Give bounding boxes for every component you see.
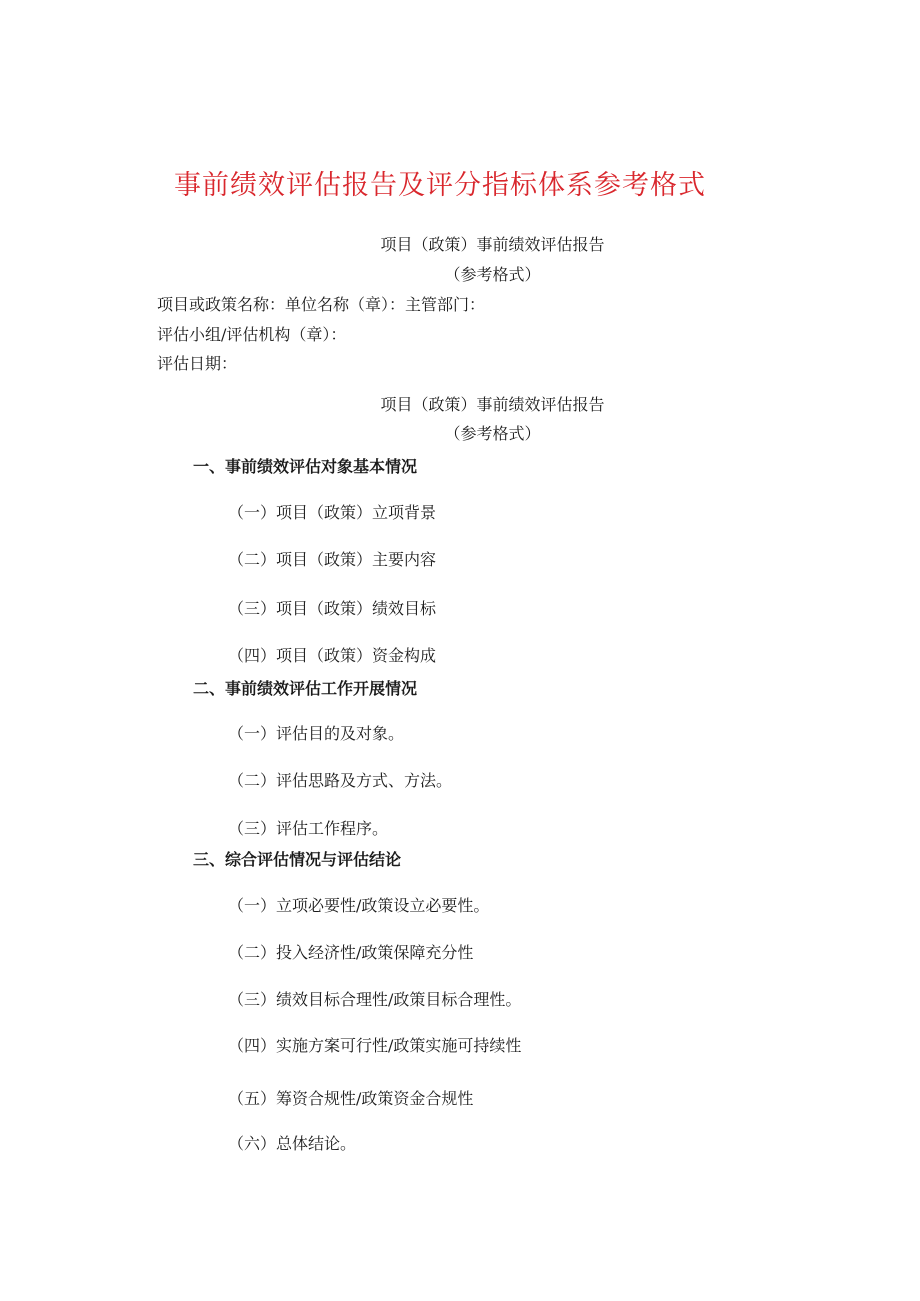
field-project-unit-department: 项目或政策名称：单位名称（章）：主管部门： bbox=[157, 295, 486, 314]
section-title: 二、事前绩效评估工作开展情况 bbox=[193, 679, 418, 698]
list-item: （一）评估目的及对象。 bbox=[228, 724, 405, 743]
body-heading: 项目（政策）事前绩效评估报告 bbox=[380, 395, 605, 414]
list-item: （四）实施方案可行性/政策实施可持续性 bbox=[228, 1036, 522, 1055]
section-title: 三、综合评估情况与评估结论 bbox=[193, 850, 402, 869]
list-item: （三）评估工作程序。 bbox=[228, 819, 389, 838]
list-item: （三）项目（政策）绩效目标 bbox=[228, 599, 437, 618]
list-item: （二）项目（政策）主要内容 bbox=[228, 550, 437, 569]
list-item: （三）绩效目标合理性/政策目标合理性。 bbox=[228, 990, 522, 1009]
body-subheading: （参考格式） bbox=[444, 424, 541, 443]
field-evaluation-team: 评估小组/评估机构（章）： bbox=[157, 325, 347, 344]
list-item: （二）评估思路及方式、方法。 bbox=[228, 771, 453, 790]
list-item: （五）筹资合规性/政策资金合规性 bbox=[228, 1089, 474, 1108]
section-title: 一、事前绩效评估对象基本情况 bbox=[193, 457, 418, 476]
field-evaluation-date: 评估日期： bbox=[157, 354, 238, 373]
list-item: （六）总体结论。 bbox=[228, 1134, 357, 1153]
list-item: （一）立项必要性/政策设立必要性。 bbox=[228, 896, 490, 915]
list-item: （四）项目（政策）资金构成 bbox=[228, 646, 437, 665]
list-item: （二）投入经济性/政策保障充分性 bbox=[228, 943, 474, 962]
list-item: （一）项目（政策）立项背景 bbox=[228, 503, 437, 522]
cover-heading: 项目（政策）事前绩效评估报告 bbox=[380, 235, 605, 254]
cover-subheading: （参考格式） bbox=[444, 265, 541, 284]
document-title: 事前绩效评估报告及评分指标体系参考格式 bbox=[174, 170, 706, 201]
